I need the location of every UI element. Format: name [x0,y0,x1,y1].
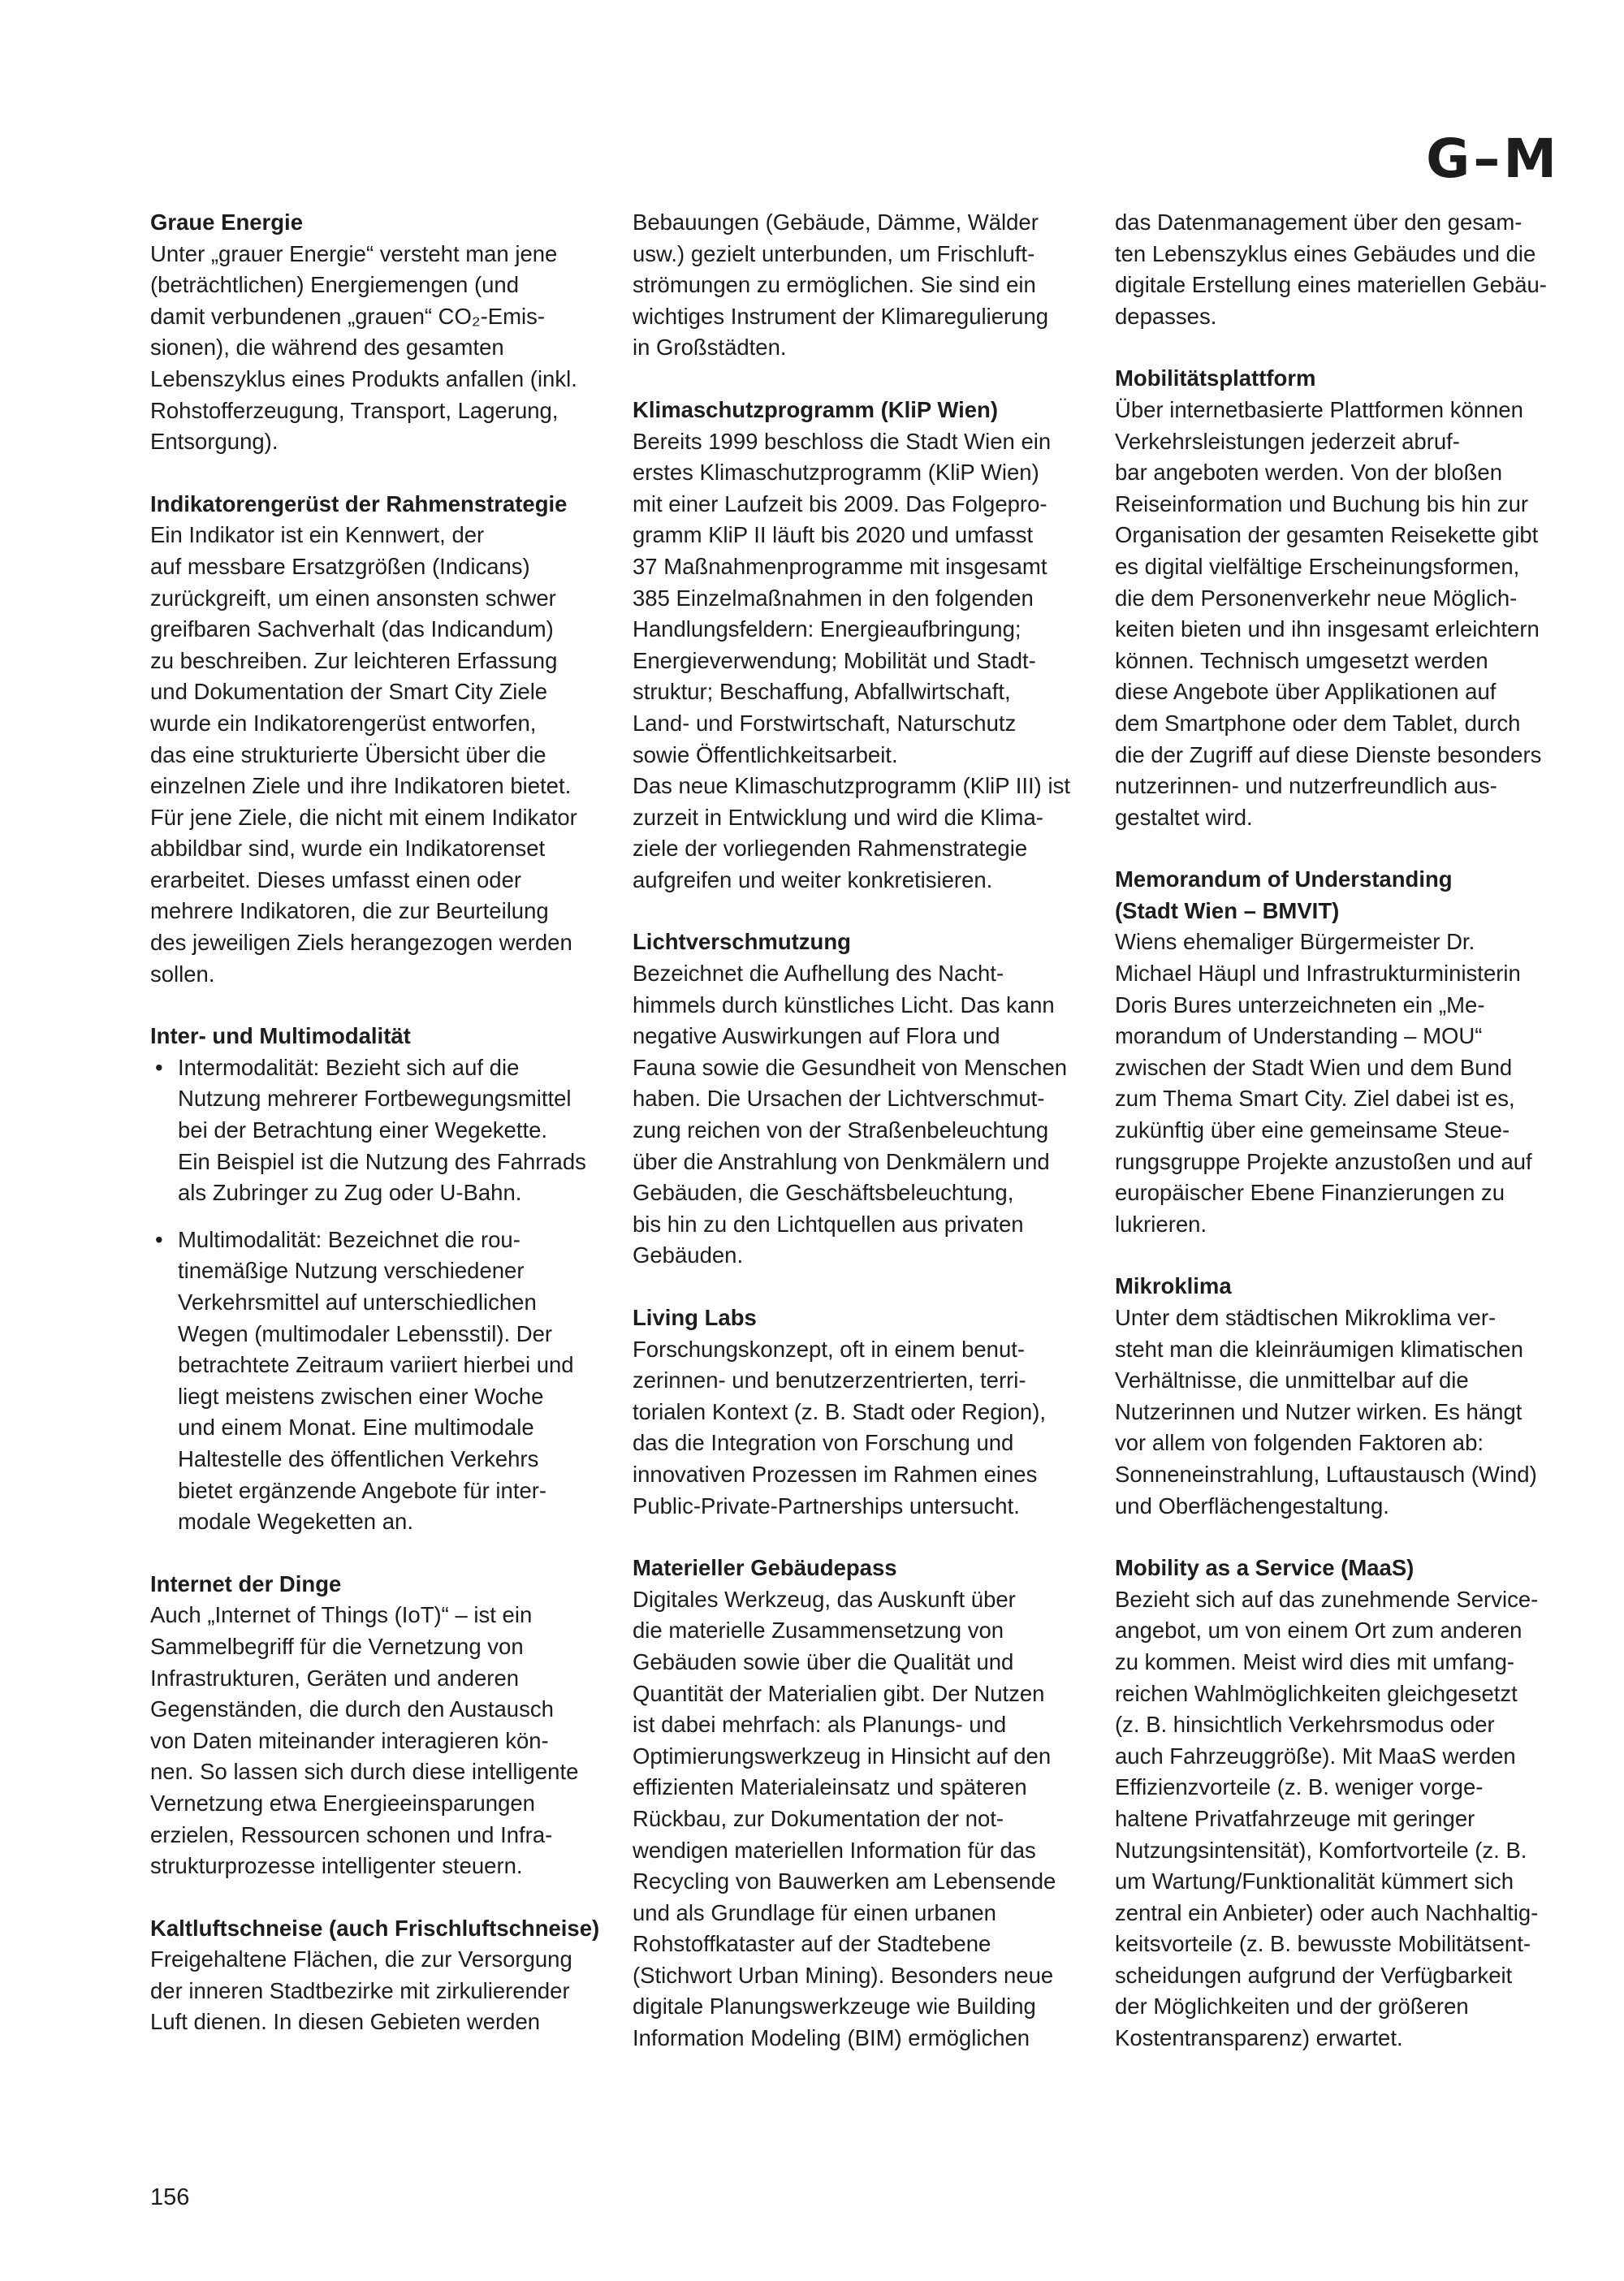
glossary-term: Graue Energie [150,210,303,235]
glossary-entry [633,395,1091,896]
glossary-term: Kaltluftschneise (auch Frischluftschneise) [150,1915,600,1941]
glossary-term: Lichtverschmutzung [633,929,851,955]
glossary-definition: Unter „grauer Energie“ versteht man jene (beträchtlichen) Energiemengen (und damit verbundenen „grauen“ CO₂-Emis- sionen), die während des gesamten Lebenszyklus eines Produkts anfallen (inkl. Rohstofferzeugung, Transport, Lagerung, Entsorgung). [150,240,577,455]
glossary-entry [150,1569,609,1882]
glossary-entry [1115,1553,1574,2054]
glossary-column-left [150,207,609,2069]
glossary-entry [633,1303,1091,1522]
glossary-entry [150,489,609,991]
glossary-entry [1115,1271,1574,1522]
glossary-column-right [1115,207,1574,2085]
glossary-definition: Bezeichnet die Aufhellung des Nacht- himmels durch künstliches Licht. Das kann negative Auswirkungen auf Flora und Fauna sowie die Gesundheit von Menschen haben. Die Ursachen der Lichtverschmut- zung reichen von der Straßenbeleuchtung über die Anstrahlung von Denkmälern und Gebäuden, die Geschäftsbeleuchtung, bis hin zu den Lichtquellen aus privaten Gebäuden. [633,961,1068,1268]
glossary-term: Inter- und Multimodalität [150,1023,411,1049]
glossary-definition: Ein Indikator ist ein Kennwert, der auf messbare Ersatzgrößen (Indicans) zurückgreift, um einen ansonsten schwer greifbaren Sachverhalt (das Indicandum) zu beschreiben. Zur leichteren Erfassung und Dokumentation der Smart City Ziele wurde ein Indikatorengerüst entworfen, das eine strukturierte Übersicht über die einzelnen Ziele und ihre Indikatoren bietet. Für jene Ziele, die nicht mit einem Indikator abbildbar sind, wurde ein Indikatorenset erarbeitet. Dieses umfasst einen oder mehrere Indikatoren, die zur Beurteilung des jeweiligen Ziels herangezogen werden sollen. [150,522,577,987]
glossary-entry [1115,207,1574,332]
glossary-definition: Bereits 1999 beschloss die Stadt Wien ein erstes Klimaschutzprogramm (KliP Wien) mit einer Laufzeit bis 2009. Das Folgepro- gramm KliP II läuft bis 2020 und umfasst 37 Maßnahmenprogramme mit insgesamt 385 Einzelmaßnahmen in den folgenden Handlungsfeldern: Energieaufbringung; Energieverwendung; Mobilität und Stadt- struktur; Beschaffung, Abfallwirtschaft, Land- und Forstwirtschaft, Naturschutz sowie Öffentlichkeitsarbeit. Das neue Klimaschutzprogramm (KliP III) ist zurzeit in Entwicklung und wird die Klima- ziele der vorliegenden Rahmenstrategie aufgreifen und weiter konkretisieren. [633,428,1070,892]
glossary-entry [633,1553,1091,2054]
page-number: 156 [150,2184,190,2210]
glossary-definition: Wiens ehemaliger Bürgermeister Dr. Michael Häupl und Infrastrukturministerin Doris Bures unterzeichneten ein „Me- morandum of Understanding – MOU“ zwischen der Stadt Wien und dem Bund zum Thema Smart City. Ziel dabei ist es, zukünftig über eine gemeinsame Steue- rungsgruppe Projekte anzustoßen und auf europäischer Ebene Finanzierungen zu lukrieren. [1115,929,1532,1237]
definition-bullet-item: • Multimodalität: Bezeichnet die rou- tinemäßige Nutzung verschiedener Verkehrsmittel auf unterschiedlichen Wegen (multimodaler Lebensstil). Der betrachtete Zeitraum variiert hierbei und liegt meistens zwischen einer Woche und einem Monat. Eine multimodale Haltestelle des öffentlichen Verkehrs bietet ergänzende Angebote für inter- modale Wegeketten an. [178,1225,609,1538]
glossary-term: Living Labs [633,1305,757,1330]
glossary-term: Memorandum of Understanding (Stadt Wien – BMVIT) [1115,866,1453,923]
glossary-definition: Bezieht sich auf das zunehmende Service- angebot, um von einem Ort zum anderen zu kommen. Meist wird dies mit umfang- reichen Wahlmöglichkeiten gleichgesetzt (z. B. hinsichtlich Verkehrsmodus oder auch Fahrzeuggröße). Mit MaaS werden Effizienzvorteile (z. B. weniger vorge- haltene Privatfahrzeuge mit geringer Nutzungsintensität), Komfortvorteile (z. B. um Wartung/Funktionalität kümmert sich zentral ein Anbieter) oder auch Nachhaltig- keitsvorteile (z. B. bewusste Mobilitätsent- scheidungen aufgrund der Verfügbarkeit der Möglichkeiten und der größeren Kostentransparenz) erwartet. [1115,1586,1539,2051]
glossary-entry [150,1021,609,1538]
glossary-definition: Unter dem städtischen Mikroklima ver- steht man die kleinräumigen klimatischen Verhältnisse, die unmittelbar auf die Nutzerinnen und Nutzer wirken. Es hängt vor allem von folgenden Faktoren ab: Sonneneinstrahlung, Luftaustausch (Wind) und Oberflächengestaltung. [1115,1305,1537,1519]
glossary-term: Materieller Gebäudepass [633,1555,897,1581]
glossary-term: Indikatorengerüst der Rahmenstrategie [150,490,568,516]
definition-bullet-list [150,1052,609,1538]
glossary-term: Internet der Dinge [150,1570,342,1596]
glossary-definition: Forschungskonzept, oft in einem benut- zerinnen- und benutzerzentrierten, terri- torialen Kontext (z. B. Stadt oder Region), das die Integration von Forschung und innovativen Prozessen im Rahmen eines Public-Private-Partnerships untersucht. [633,1336,1047,1519]
glossary-entry [1115,363,1574,833]
glossary-definition: Freigehaltene Flächen, die zur Versorgung der inneren Stadtbezirke mit zirkulierender Luft dienen. In diesen Gebieten werden [150,1946,572,2035]
glossary-entry [633,927,1091,1272]
glossary-definition: das Datenmanagement über den gesam- ten Lebenszyklus eines Gebäudes und die digitale Erstellung eines materiellen Gebäu- depasses. [1115,210,1547,329]
glossary-entry [150,207,609,458]
glossary-definition: Über internetbasierte Plattformen können Verkehrsleistungen jederzeit abruf- bar angeboten werden. Von der bloßen Reiseinformation und Buchung bis hin zur Organisation der gesamten Reisekette gibt es digital vielfältige Erscheinungsformen, die dem Personenverkehr neue Möglich- keiten bieten und ihn insgesamt erleichtern können. Technisch umgesetzt werden diese Angebote über Applikationen auf dem Smartphone oder dem Tablet, durch die der Zugriff auf diese Dienste besonders nutzerinnen- und nutzerfreundlich aus- gestaltet wird. [1115,396,1542,830]
glossary-term: Mobilitätsplattform [1115,365,1316,391]
glossary-definition: Auch „Internet of Things (IoT)“ – ist ein Sammelbegriff für die Vernetzung von Infrastrukturen, Geräten und anderen Gegenständen, die durch den Austausch von Daten miteinander interagieren kön- nen. So lassen sich durch diese intelligente Vernetzung etwa Energieeinsparungen erzielen, Ressourcen schonen und Infra- strukturprozesse intelligenter steuern. [150,1602,579,1879]
glossary-term: Mikroklima [1115,1273,1232,1299]
glossary-definition: Digitales Werkzeug, das Auskunft über die materielle Zusammensetzung von Gebäuden sowie über die Qualität und Quantität der Materialien gibt. Der Nutzen ist dabei mehrfach: als Planungs- und Optimierungswerkzeug in Hinsicht auf den effizienten Materialeinsatz und späteren Rückbau, zur Dokumentation der not- wendigen materiellen Information für das Recycling von Bauwerken am Lebensende und als Grundlage für einen urbanen Rohstoffkataster auf der Stadtebene (Stichwort Urban Mining). Besonders neue digitale Planungswerkzeuge wie Building Information Modeling (BIM) ermöglichen [633,1586,1056,2051]
glossary-term: Klimaschutzprogramm (KliP Wien) [633,396,999,422]
glossary-entry [633,207,1091,364]
glossary-term: Mobility as a Service (MaaS) [1115,1555,1415,1581]
definition-bullet-item: • Intermodalität: Bezieht sich auf die Nutzung mehrerer Fortbewegungsmittel bei der Betrachtung einer Wegekette. Ein Beispiel ist die Nutzung des Fahrrads als Zubringer zu Zug oder U-Bahn. [178,1052,609,1209]
glossary-entry [1115,864,1574,1240]
section-letters: G–M [1426,127,1560,190]
glossary-entry [150,1913,609,2038]
glossary-definition: Bebauungen (Gebäude, Dämme, Wälder usw.) gezielt unterbunden, um Frischluft- strömungen zu ermöglichen. Sie sind ein wichtiges Instrument der Klimaregulierung in Großstädten. [633,210,1049,361]
glossary-column-middle [633,207,1091,2085]
